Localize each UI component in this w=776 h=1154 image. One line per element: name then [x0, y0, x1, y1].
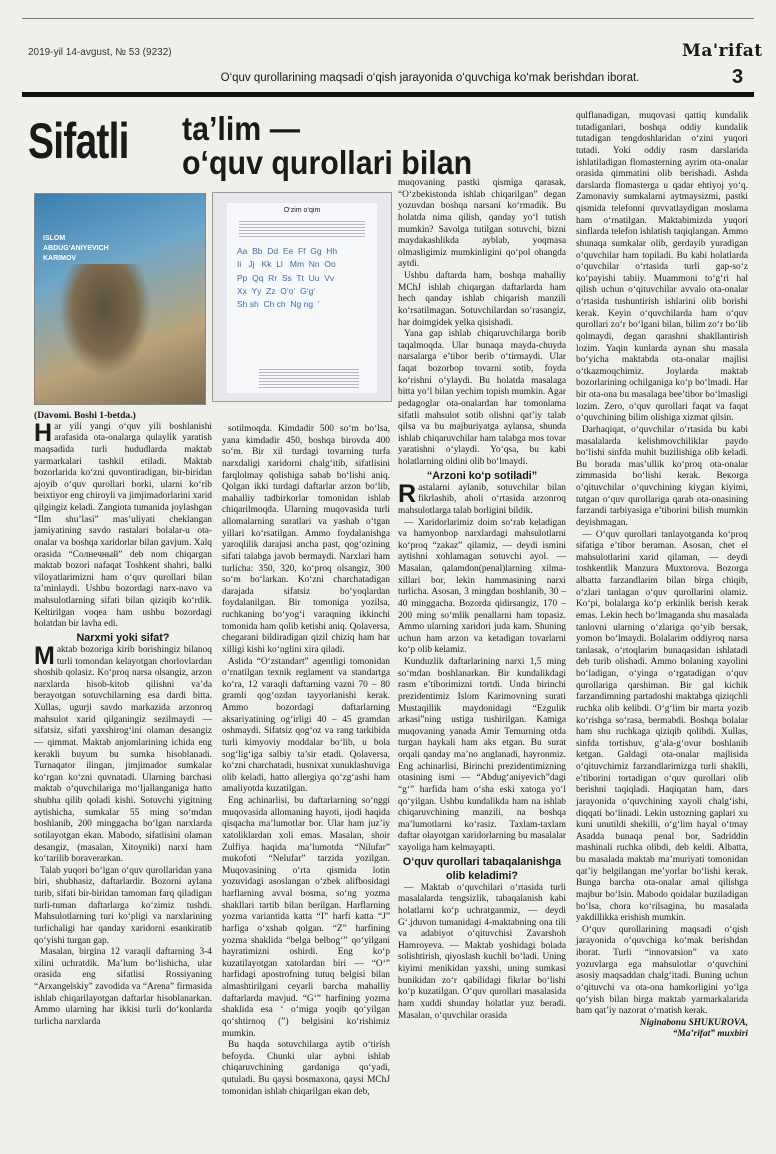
- paragraph: [222, 796, 390, 1040]
- paragraph: [398, 479, 566, 518]
- paragraph: [576, 425, 748, 530]
- paragraph-text: muqovaning pastki qismiga qarasak, “O‘zbekistonda ishlab chiqarilgan” degan yozuvdan boshqa narsani ko‘rmadik. Bu holatda nima qilish, qanday yo‘l tutish mumkin? Savolga tutilgan sotuvchi, bizni maydakashlikda ayblab, yoqmasa olmasligimiz mumkinligini qo‘pol ohangda aytdi.: [398, 178, 566, 270]
- paragraph: [398, 178, 566, 271]
- paragraph-text: Ushbu daftarda ham, boshqa mahalliy MChJ ishlab chiqargan daftarlarda ham hech qanday ishlab chiqarish manzili ko‘rsatilmagan. Sotuvchilardan so‘rasangiz, har doimgidek yelka qisishadi.: [398, 271, 566, 328]
- paragraph: [222, 424, 390, 657]
- top-rule: [22, 18, 754, 19]
- headline-word: Sifatli: [28, 113, 129, 169]
- paragraph: [222, 1040, 390, 1098]
- paragraph: [398, 657, 566, 855]
- issue-date: 2019-yil 14-avgust, № 53 (9232): [28, 47, 172, 58]
- paragraph-text: — O‘quv qurollari tanlayotganda ko‘proq sifatiga e’tibor beraman. Asosan, chet el mahsulotlarini xarid qilaman, — deydi toshkentlik Manzura Muxtorova. Bozorga albatta farzandlarim bilan birga chiqib, o‘zlari tanlagan o‘quv qurollarini olamiz. Ko‘pi, bolalarga ko‘p erkinlik berish kerak emas. Lekin hech bo‘lmaganda shu masalada tanlovni ularning o‘zlariga qo‘yib bersak, yomon bo‘lmaydi. Bolalarim oddiyroq narsa tanlasak, o‘rtoqlarim bunaqasidan ishlatadi deb turib olishadi. Ammo bolaning xayolini bo‘ladigan, o‘yinga o‘rgatadigan o‘quv qurollariga qarshiman. Bir gal kichik farzandimning partadoshi maktabga qiziqchli ruchka olib kelibdi. O‘g‘lim bir marta yozib ko‘rishga so‘rasa, bermabdi. Boshqa bolalar ham shu ruchkaga qiziqib qolibdi. Xullas, sinfda tortishuv, g‘ala-g‘ovur boshlanib ketgan. Galdagi ota-onalar majlisida o‘qituvchimiz farzandlarimizga turli shaklli, e’tiborini tortadigan o‘quv qurollari olib berishni taqiqladi. Haqiqatan ham, dars jarayonida o‘quvchining xayoli chalg‘ishi, diqqati bo‘linadi. Lekin ustozning gaplari xu kuni unutildi shekilli, o‘g‘lim hayal o‘tmay Asadda bunaqa penal bor, Sadriddin mashinali ruchka olibdi, deb keldi. Albatta, bu masalada maktab ma’muriyati tomonidan qat’iy belgilangan me’yorlar bo‘lishi kerak. Bunga barcha ota-onalar amal qilishga majbur bo‘lsin. Mabodo qoidalar buziladigan bo‘lsa, chora ko‘rilsagina, bu masalada yakdillikka erishish mumkin.: [576, 529, 748, 924]
- headline-line-2: ta’lim —: [182, 110, 301, 147]
- paragraph-text: — Xaridorlarimiz doim so‘rab keladigan va hamyonbop narxlardagi mahsulotlarni ko‘proq “zakaz” qilamiz, — deydi ismini aytishni xohlamagan sotuvchi ayol. — Masalan, qalamdon(penal)larning xilma-xillari bor, lekin hammasining narxi turlicha. Asosan, 3 mingdan boshlanib, 30 – 40 minggacha. Bozorda qidirsangiz, 170 – 200 ming so‘mlik penallarni ham topasiz. Ammo ularning xaridori juda kam. Shuning uchun ham arzon va ketadigan tovarlarni ko‘p olib kelamiz.: [398, 517, 566, 656]
- notebook-back-photo: [212, 192, 392, 402]
- newspaper-brand: Ma'rifat: [682, 41, 763, 61]
- article-column-3: [398, 178, 566, 1022]
- sheet-text-block: [239, 219, 365, 239]
- alphabet-table: Aa Bb Dd Ee Ff Gg Hh Ii Jj Kk Ll Mm Nn Oo Pp Qq Rr Ss Tt Uu Vv Xx Yy Zz O‘o‘ G‘g‘ Sh sh Ch ch Ng ng ’: [237, 246, 338, 310]
- paragraph-text: Bu haqda sotuvchilarga aytib o‘tirish befoyda. Chunki ular aybni ishlab chiqaruvchining gardaniga qo‘yadi, qutuladi. Bu qaysi bosmaxona, qaysi MChJ tomonidan ishlab chiqarilgan ekan deb,: [222, 1040, 390, 1097]
- paragraph-text: Masalan, birgina 12 varaqli daftarning 3-4 xilini uchratdik. Ma’lum bo‘lishicha, ular orasida eng sifatlisi Rossiyaning “Arxangelskiy” zavodida va “Arena” firmasida ishlab chiqarilayotgan daftarlar hisoblanarkan. Ammo ularning har ikkisi turli do‘konlarda turlicha narxlarda: [34, 947, 212, 1027]
- section-subheading: O‘quv qurollari tabaqalanishga olib keladimi?: [402, 855, 562, 882]
- paragraph: [576, 111, 748, 425]
- paragraph: [34, 641, 212, 866]
- paragraph: [398, 883, 566, 1023]
- notebook-sheet: [227, 203, 377, 393]
- paragraph: [398, 329, 566, 469]
- cover-text: ISLOM ABDUG‘ANIYEVICH KARIMOV: [43, 235, 109, 262]
- paragraph: [222, 657, 390, 797]
- paragraph-text: Darhaqiqat, o‘quvchilar o‘rtasida bu kabi masalalarda kelishmovchiliklar paydo bo‘lishi sinfda muhit buzilishiga olib keladi. Bu borada mas’ullik ko‘proq ota-onalar zimmasida bo‘lishi kerak. Beкorga o‘qituvchilar o‘quvchining kiygan kiyimi, tutgan o‘quv qurollariga qarab ota-onasining farzandi tarbiyasiga e’tiborini bilish mumkin deyishmagan.: [576, 424, 748, 528]
- paragraph: [576, 530, 748, 925]
- headline-rest: [182, 112, 472, 180]
- paragraph-text: Talab yuqori bo‘lgan o‘quv qurollaridan yana biri, shubhasiz, daftarlardir. Bozorni aylana turib, sifati bir-biridan tamoman farq qiladigan turli-tuman daftarlarga ko‘zimiz tushdi. Mahsulotlarning turi ko‘pligi va narxlarining turlichaligi har qanday xaridorni esankiratib qo‘yishi turgan gap.: [34, 865, 212, 946]
- paragraph-text: Aslida “O‘zstandart” agentligi tomonidan o‘rnatilgan texnik reglament va standartga ko‘ra, 12 varaqli daftarning vazni 70 – 80 gramli qog‘ozdan tayyorlanishi kerak. Ammo bozordagi daftarlarning aksariyatining og‘irligi 40 – 45 gramdan oshmaydi. Sifatsiz qog‘oz va rang tarkibida turli kimyoviy moddalar bo‘lib, u bola sog‘lig‘iga salbiy ta’sir etadi. Qolaversa, ko‘zni charchatadi, husnixat xunuklashuviga olib keladi, hatto allergiya qo‘zg‘ashi ham amaliyotda kuzatilgan.: [222, 656, 390, 795]
- paragraph: [34, 866, 212, 947]
- paragraph-text: sotilmoqda. Kimdadir 500 so‘m bo‘lsa, yana kimdadir 450, boshqa birovda 400 so‘m. Bir xil turdagi tovarning turfa narxdaligi xaridorni chalg‘itib, sifatlisini farqlolmay qolishiga sabab bo‘lishi aniq. Qolgan ikki turdagi daftarlar arzon bo‘lib, mahalliy tadbirkorlar tomonidan ishlab chiqarilmoqda. Ularning muqovasida turli allomalarning suratlari va yashab o‘tgan yillari ko‘rsatilgan. Ammo foydalanishga yaroqlilik darajasi ancha past, qog‘ozining sifati talabga javob bermaydi. Narxlari ham turlicha: 350, 320, ko‘proq olsangiz, 300 so‘m bo‘larkan. Ko‘zni charchatadigan darajada sifatsiz bo‘yoqlardan foydalanilgan. Bir tomoniga yozilsa, ruchkaning bo‘yog‘i varaqning ikkinchi tomonida ham qolib ketishi aniq. Qolaversa, chegarani bildiradigan qizil chiziq ham har xilligi kishi ko‘nglini xira qiladi.: [222, 424, 390, 655]
- headline-line-3: o‘quv qurollari bilan: [182, 144, 473, 181]
- paragraph-text: aktab bozoriga kirib borishingiz bilanoq turli tomondan kelayotgan chorlovlardan shoshib qolasiz. Ko‘proq narsa olsangiz, arzon narxlarda hisob-kitob qilishni va’da berayotgan sotuvchilarning esa dardi bitta. Xullas, ugurji savdo markazida arzonroq mahsulot xarid qilganingiz sezilmaydi — sifatsiz, sifati yaxshirog‘ini olaman desangiz — qimmat. Maktab anjomlarining ichida eng kerakli buyum bu sumka hisoblanadi. Turnaqator ilingan, jimjimador sumkalar ko‘rgan ko‘zni quvnatadi. Ularning barchasi maktab o‘quvchilariga mo‘ljallanganiga hatto shubha qilib qoladi kishi. Sotuvchi yigitning aytishicha, sumkalar 55 ming so‘mdan boshlanib, 200 minggacha bo‘lgan narxlarda sotilayotgan ekan. Mabodo, sifatlisini olaman desangiz, (masalan, Xitoyniki) narxi ham ko‘tarilib boraverarkan.: [34, 644, 212, 865]
- author-signature: “Ma’rifat” muxbiri: [672, 1029, 748, 1040]
- paragraph-text: Yana gap ishlab chiqaruvchilarga borib taqalmoqda. Ular bunaqa mayda-chuyda narsalarga e’tibor berib o‘tirmaydi. Ular faqat bozorbop tovarni sotib, foyda ko‘rishni o‘ylaydi. Bu holatda masalaga bitta yo‘l bilan yechim topish mumkin. Agar pedagoglar ota-onalardan har tomonlama sifatli mahsulot sotib olishni qat’iy talab qilsa va bu majburiyatga aylansa, shunda ishlab chiqaruvchilar ham talabga mos tovar yaratishni o‘ylaydi. Yo‘qsa, bu kabi holatlarning oldini olib bo‘lmaydi.: [398, 329, 566, 467]
- header-tagline: O‘quv qurollarining maqsadi o‘qish jarayonida o‘quvchiga ko‘mak berishdan iborat.: [220, 72, 640, 84]
- article-column-2: [222, 424, 390, 1098]
- paragraph-text: astalarni aylanib, sotuvchilar bilan fikrlashib, aholi o‘rtasida arzonroq mahsulotlarga talab borligini bildik.: [398, 482, 566, 516]
- statue-image: [60, 264, 150, 374]
- drop-cap: H: [34, 418, 53, 447]
- paragraph-text: — Maktab o‘quvchilari o‘rtasida turli masalalarda tengsizlik, tabaqalanish kabi holatlarni ko‘p uchratganmiz, — deydi G‘.jduvon tumanidagi 4-maktabning ona tili va adabiyot o‘qituvchisi Zavarshoh Hamroyeva. — Maktab yoshidagi bolada solishtirish, qiyoslash kuchli bo‘ladi. Uning kiyimi menikidan yaxshi, uning sumkasi bunikidan zo‘r qabilidagi fikrlar bo‘lishi ko‘p kuzatilgan. O‘quv qurollari masalasida ham xuddi shunday holatlar yuz beradi. Masalan, o‘quvchilar orasida: [398, 882, 566, 1021]
- section-subheading: Narxmi yoki sifat?: [76, 631, 170, 644]
- section-subheading: “Arzoni ko‘p sotiladi”: [426, 469, 538, 482]
- page-number: 3: [732, 66, 744, 88]
- article-column-1: [34, 410, 212, 1029]
- sheet-footer-block: [259, 367, 359, 389]
- paragraph: [398, 518, 566, 658]
- notebook-cover-photo: [34, 193, 206, 405]
- paragraph: [576, 925, 748, 1018]
- drop-cap: R: [398, 479, 417, 508]
- paragraph: [398, 271, 566, 329]
- sheet-title: O‘zim o‘qim: [283, 207, 321, 214]
- paragraph-text: Eng achinarlisi, bu daftarlarning so‘nggi muqovasida allomaning hayoti, ijodi haqida qisqacha ma’lumotlar bor. Ular ham juz’iy xatoliklardan xoli emas. Masalan, shoir Zulfiya haqida ma’lumotda “Nilufar” mukofoti “Nelufar” tarzida yozilgan. Muqovasining o‘rta qismida lotin yozuvidagi asoslangan o‘zbek alifbosidagi harflarning avval bosma, so‘ng yozma shakllari tartib bilan berilgan. Harflarning yozma variantida katta “I” harfi katta “J” harfiga o‘xshab qolgan. “Z” harfining yozma shaklida “belga belbog‘” qo‘yilgani hayratimizni oshirdi. Eng ko‘p kuzatilayotgan xatolardan biri — “O‘” harfidagi apostrofning tutuq belgisi bilan almashtirilgani ceyarli barcha mahalliy daftarlarda mavjud. “G‘” harfining yozma shaklida esa ‘ o‘miga yoqib qo‘yilgan qo‘shtirnoq (”) belgisini ko‘rishimiz mumkin.: [222, 796, 390, 1039]
- paragraph-text: Kunduzlik daftarlarining narxi 1,5 ming so‘mdan boshlanarkan. Bir kundalikdagi rasm e’tiborimizni tortdi. Unda birinchi prezidentimiz Islom Karimovning surati Mustaqillik maydonidagi “Ezgulik arkasi”ning ustiga tushirilgan. Kamiga muqovaning yanada Amir Temurning otda turgan haykali ham aks etgan. Bu surat orqali qanday ma’no anglanadi, hayronmiz. Eng achinarlisi, Birinchi prezidentimizning otasining ismi — “Abdug‘aniyevich”dagi “g‘” harfida ham o‘sha eski xatoga yo‘l qo‘yilgan. Ushbu kundalikda ham na ishlab chiqaruvchining manzili, na boshqa ma’lumotlarni ko‘rasiz. Taxlam-taxlam daftar olayotgan xaridorlarning bu masalalar xayoliga ham kelmayapti.: [398, 657, 566, 853]
- author-signature: Niginabonu SHUKUROVA,: [639, 1017, 748, 1028]
- continuation-caption: (Davomi. Boshi 1-betda.): [34, 410, 136, 421]
- header-rule: [22, 92, 754, 97]
- drop-cap: M: [34, 641, 55, 670]
- paragraph-text: qulflanadigan, muqovasi qattiq kundalik tutadiganlari, boshqa oddiy kundalik tutadigan tengdoshlaridan o‘zini yuqori tutadi. Yoki oddiy rasm darslarida ishlatiladigan flomasterning ayrim ota-onalar orasida qimmatini olib berishadi. Ashda darslarda flomasterga u qadar ehtiyoj yo‘q. Zamonaviy sumkalarni aytmaysizmi, pastki qismida telefonni quvvatlaydigan moslama ham o‘rnatilgan. Maktabimizda yuqori sinflarda telefon ishlatish taqiqlangan. Ammo shunaqa sumkalar olib, gerdayib yuradigan o‘quvchilar ham topiladi. Bu kabi holatlarda o‘quvchilar o‘rtasida turli gap-so‘z ko‘payishi tabiiy. Muammoni to‘g‘ri hal qilish uchun o‘qituvchilar avvalo ota-onalar o‘rtasida tushuntirish ishlarini olib borishi kerak. Keyin o‘quvchilarda ham o‘quv qurollari zo‘r bo‘lgani bilan, bilim zo‘r bo‘lib qolmaydi, degan qarashni shakllantirish lozim. Yaqin kunlarda aynan shu masala bo‘yicha maktabda ota-onalar majlisi o‘tkazmoqchimiz. Joylarda maktab bozorlarining ochilganiga ko‘p bo‘lmadi. Har bir ota-ona bu masalaga bee’tibor bo‘lmasligi lozim. Zero, o‘quv qurollari faqat va faqat o‘quvchining bilim olishiga xizmat qilsin.: [576, 111, 748, 424]
- paragraph: [34, 418, 212, 631]
- paragraph: [34, 947, 212, 1028]
- article-column-4: [576, 111, 748, 1041]
- paragraph-text: ar yili yangi o‘quv yili boshlanishi arafasida ota-onalarga qulaylik yaratish maqsadida turli hududlarda maktab yarmarkalari tashkil etiladi. Maktab bozorlarida ko‘zni quvontiradigan, bir-biridan ajoyib o‘quv qurollari borki, ularni ko‘rib beixtiyor eng chiroyli va jimjimadorlarini xarid qilgingiz keladi. Zangiota tumanida joylashgan “Ilm shu’lasi” mas’uliyati cheklangan jamiyatining savdo rastalari bolalar-u ota-onalar va boshqa xaridorlar bilan gavjum. Xalq orasida “Солнечный” deb nom chiqargan maktab bozori nafaqat Toshkent shahri, balki viloyatlarimizni ham o‘quv qurollari bilan ta’minlaydi. Ushbu bozordagi narx-navo va mahsulotlarning sifati bilan qiziqib ko‘rdik. Keltirilgan voqea ham ushbu bozordagi holatdan bir lavha edi.: [34, 421, 212, 630]
- paragraph-text: O‘quv qurollarining maqsadi o‘qish jarayonida o‘quvchiga ko‘mak berishdan iborat. Turli “innovatsion” va xato yozuvlarga ega mahsulotlar o‘quvchini asosiy maqsaddan chalg‘itadi. Buning uchun o‘qituvchi va ota-ona hamkorligini yo‘lga qo‘yish bilan birga maktab yarmarkalarida ham qat’iy nazorat o‘rnatish kerak.: [576, 924, 748, 1017]
